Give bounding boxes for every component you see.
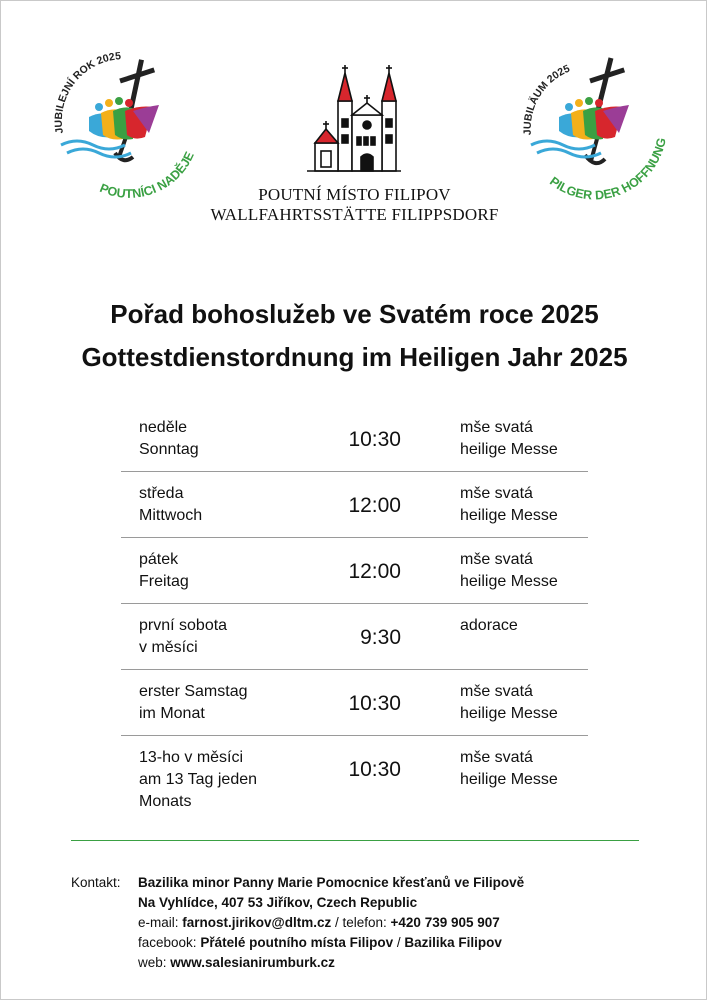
schedule-day: 13-ho v měsíci am 13 Tag jeden Monats	[139, 749, 258, 810]
logo-arc-text: JUBILEJNÍ ROK 2025	[52, 50, 122, 135]
phone-number[interactable]: +420 739 905 907	[390, 915, 500, 930]
schedule-row	[121, 604, 588, 670]
schedule-row	[121, 538, 588, 604]
schedule-service: mše svatá heilige Messe	[460, 749, 558, 788]
footer-divider	[71, 840, 639, 841]
web-label: web:	[138, 955, 167, 970]
schedule-service: mše svatá heilige Messe	[460, 683, 558, 722]
schedule-time: 10:30	[348, 692, 401, 715]
schedule-day: první sobota v měsíci	[139, 617, 228, 656]
schedule-row	[121, 736, 588, 816]
facebook-link-basilica[interactable]: Bazilika Filipov	[404, 935, 502, 950]
logo-motto: PILGER DER HOFFNUNG	[547, 136, 669, 203]
contact-label: Kontakt:	[71, 875, 121, 890]
page-title-de: Gottestdienstordnung im Heiligen Jahr 2025	[81, 342, 628, 372]
schedule-service: mše svatá heilige Messe	[460, 485, 558, 524]
email-label: e-mail:	[138, 915, 179, 930]
schedule-time: 10:30	[348, 758, 401, 781]
contact-name: Bazilika minor Panny Marie Pomocnice křesťanů ve Filipově	[138, 875, 525, 890]
schedule-day: středa Mittwoch	[139, 485, 203, 524]
schedule-time: 9:30	[360, 626, 401, 649]
logo-arc-text: JUBILÄUM 2025	[521, 62, 572, 136]
church-icon	[301, 63, 407, 185]
contact-address: Na Vyhlídce, 407 53 Jiříkov, Czech Republic	[138, 895, 418, 910]
facebook-link-friends[interactable]: Přátelé poutního místa Filipov	[200, 935, 394, 950]
schedule-time: 10:30	[348, 428, 401, 451]
schedule-day: neděle Sonntag	[139, 419, 199, 458]
jubilee-logo-cz	[41, 41, 211, 201]
schedule-day: pátek Freitag	[139, 551, 189, 590]
schedule-time: 12:00	[348, 494, 401, 517]
email-link[interactable]: farnost.jirikov@dltm.cz	[182, 915, 332, 930]
place-name-cz: POUTNÍ MÍSTO FILIPOV	[258, 185, 451, 204]
schedule-service: adorace	[460, 617, 518, 634]
schedule-service: mše svatá heilige Messe	[460, 419, 558, 458]
facebook-separator: /	[393, 935, 405, 950]
schedule-day: erster Samstag im Monat	[139, 683, 248, 722]
page-title-cz: Pořad bohoslužeb ve Svatém roce 2025	[110, 299, 599, 329]
service-schedule	[121, 406, 588, 816]
phone-label: / telefon:	[331, 915, 391, 930]
logo-motto: POUTNÍCI NADĚJE	[97, 149, 197, 201]
web-link[interactable]: www.salesianirumburk.cz	[170, 955, 335, 970]
schedule-row	[121, 670, 588, 736]
schedule-time: 12:00	[348, 560, 401, 583]
schedule-service: mše svatá heilige Messe	[460, 551, 558, 590]
schedule-row	[121, 406, 588, 472]
schedule-row	[121, 472, 588, 538]
facebook-label: facebook:	[138, 935, 197, 950]
contact-details	[138, 873, 678, 973]
jubilee-logo-de	[509, 43, 679, 203]
place-name-de: WALLFAHRTSSTÄTTE FILIPPSDORF	[210, 205, 499, 224]
